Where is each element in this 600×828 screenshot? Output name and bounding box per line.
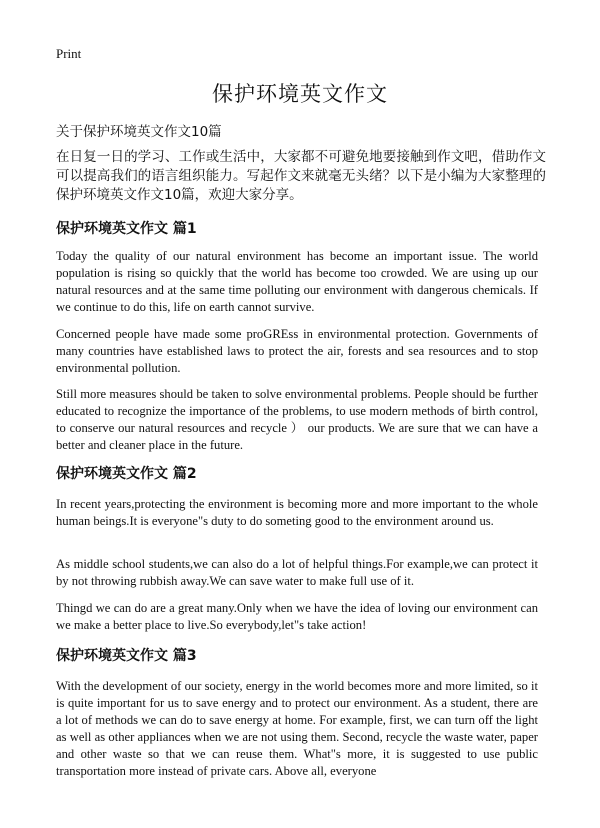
section-heading-1: 保护环境英文作文 篇1 [56, 221, 197, 237]
section-1-paragraph-1: Today the quality of our natural environment has become an important issue. The world population is rising so quickly that the world has become too crowded. We are using up our natural resources and at the same time polluting our environment with dangerous chemicals. If we continue to do this, life on earth cannot survive. [56, 249, 538, 314]
section-3-paragraph-1: With the development of our society, energy in the world becomes more and more limited, so it is quite important for us to save energy and to protect our environment. As a student, there are a lot of methods we can do to save energy at home. For example, first, we can turn off the light as well as other appliances when we are not using them. Second, recycle the waste water, paper and other waste so that we can reuse them. What"s more, it is suggested to use public transportation more instead of private cars. Above all, everyone [56, 679, 538, 778]
section-heading-2: 保护环境英文作文 篇2 [56, 466, 197, 482]
section-heading-3: 保护环境英文作文 篇3 [56, 648, 197, 664]
section-2-paragraph-1: In recent years,protecting the environment is becoming more and more important to the whole human beings.It is everyone"s duty to do someting good to the environment around us. [56, 497, 538, 528]
print-label[interactable]: Print [56, 46, 82, 61]
document-subtitle: 关于保护环境英文作文10篇 [56, 124, 222, 140]
section-2-paragraph-2: As middle school students,we can also do a lot of helpful things.For example,we can protect it by not throwing rubbish away.We can save water to make full use of it. [56, 557, 538, 588]
intro-paragraph: 在日复一日的学习、工作或生活中，大家都不可避免地要接触到作文吧，借助作文可以提高我们的语言组织能力。写起作文来就毫无头绪？以下是小编为大家整理的保护环境英文作文10篇，欢迎大家分享。 [56, 149, 546, 203]
section-1-paragraph-2: Concerned people have made some proGREss in environmental protection. Governments of many countries have established laws to protect the air, forests and sea resources and to stop environmental pollution. [56, 327, 538, 375]
page-title: 保护环境英文作文 [212, 82, 388, 106]
section-1-paragraph-3: Still more measures should be taken to solve environmental problems. People should be further educated to recognize the importance of the problems, to use modern methods of birth control, to conserve our natural resources and recycle ） our products. We are sure that we can have a better and cleaner place in the future. [56, 387, 538, 452]
section-2-paragraph-3: Thingd we can do are a great many.Only when we have the idea of loving our environment can we make a better place to live.So everybody,let"s take action! [56, 601, 538, 632]
